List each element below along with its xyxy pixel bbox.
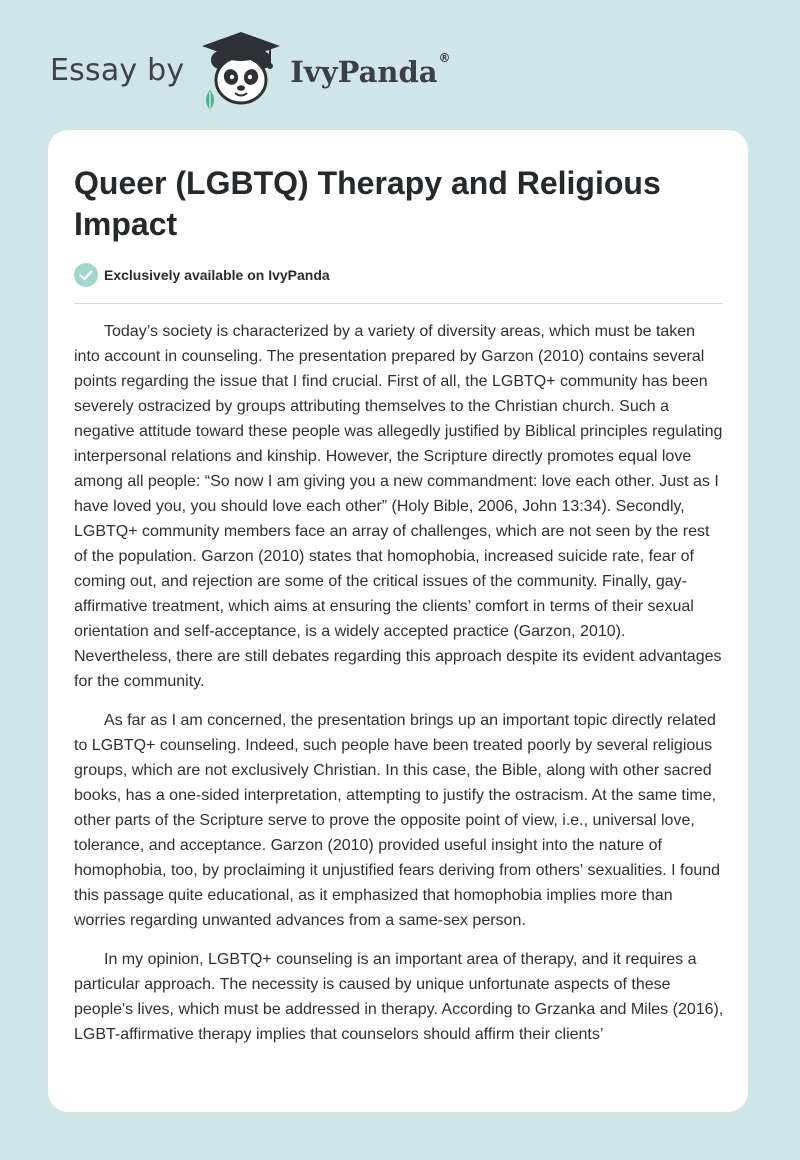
- check-circle-icon: [74, 263, 98, 287]
- essay-card: [48, 130, 748, 1112]
- paragraph: As far as I am concerned, the presentation brings up an important topic directly related to LGBTQ+ counseling. Indeed, such people have been treated poorly by several religious groups, which are not exclusively Christian. In this case, the Bible, along with other sacred books, has a one-sided interpretation, attempting to justify the ostracism. At the same time, other parts of the Scripture serve to prove the opposite point of view, i.e., universal love, tolerance, and acceptance. Garzon (2010) provided useful insight into the nature of homophobia, too, by proclaiming it unjustified fears deriving from others' sexualities. I found this passage quite educational, as it emphasized that homophobia implies more than worries regarding unwanted advances from a same-sex person.: [74, 712, 721, 929]
- page-title: Queer (LGBTQ) Therapy and Religious Impact: [74, 165, 661, 242]
- graduation-panda-logo-icon[interactable]: [198, 30, 284, 110]
- essay-body: [74, 319, 724, 1061]
- brand-prefix: Essay by: [50, 52, 185, 88]
- exclusive-badge: [74, 263, 330, 287]
- exclusive-badge-label: Exclusively available on IvyPanda: [104, 267, 330, 283]
- brand-header: [50, 30, 451, 110]
- paragraph: Today’s society is characterized by a variety of diversity areas, which must be taken into account in counseling. The presentation prepared by Garzon (2010) contains several points regarding the issue that I find crucial. First of all, the LGBTQ+ community has been severely ostracized by groups attributing themselves to the Christian church. Such a negative attitude toward these people was allegedly justified by Biblical principles regulating interpersonal relations and kinship. However, the Scripture directly promotes equal love among all people: “So now I am giving you a new commandment: love each other. Just as I have loved you, you should love each other” (Holy Bible, 2006, John 13:34). Secondly, LGBTQ+ community members face an array of challenges, which are not seen by the rest of the population. Garzon (2010) states that homophobia, increased suicide rate, fear of coming out, and rejection are some of the critical issues of the community. Finally, gay-affirmative treatment, which aims at ensuring the clients’ comfort in terms of their sexual orientation and self-acceptance, is a widely accepted practice (Garzon, 2010). Nevertheless, there are still debates regarding this approach despite its evident advantages for the community.: [74, 323, 723, 690]
- brand-name: IvyPanda®: [290, 51, 451, 89]
- paragraph: In my opinion, LGBTQ+ counseling is an important area of therapy, and it requires a particular approach. The necessity is caused by unique unfortunate aspects of these people's lives, which must be addressed in therapy. According to Grzanka and Miles (2016), LGBT-affirmative therapy implies that counselors should affirm their clients’: [74, 951, 724, 1043]
- divider: [74, 303, 723, 304]
